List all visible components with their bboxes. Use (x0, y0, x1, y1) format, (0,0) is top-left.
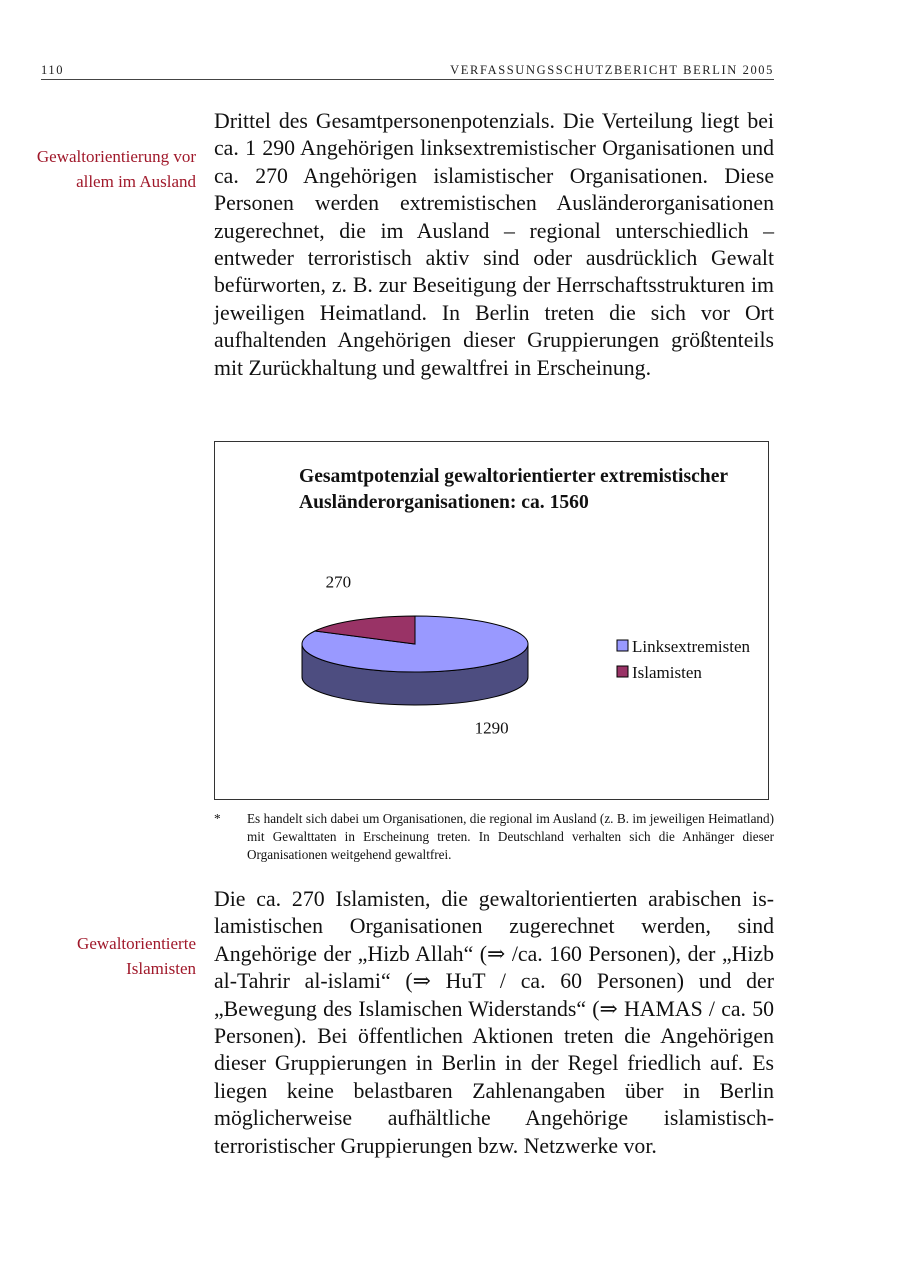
footnote (214, 810, 774, 864)
page-number: 110 (41, 63, 65, 77)
legend-label-linksextremisten: Linksextremisten (632, 637, 751, 656)
footnote-text: Es handelt sich dabei um Organisationen, die regional im Ausland (z. B. im jeweiligen Heimatland) mit Gewalttaten in Erscheinung treten. In Deutschland verhalten sich die Anhänger dieser Organisationen weitgehend gewaltfrei. (247, 811, 774, 862)
pie-chart (215, 442, 768, 799)
footnote-marker: * (214, 811, 221, 826)
legend (617, 637, 751, 682)
margin-note-islamists: Gewaltorientierte Islamisten (77, 934, 196, 978)
pie-chart-box (214, 441, 769, 800)
paragraph-1: Drittel des Gesamtpersonenpotenzials. Die Verteilung liegt bei ca. 1 290 Angehörigen linksextremistischer Organisationen und ca. 270 Angehörigen islamistischer Organisationen. Diese Personen werden extremistischen Ausländerorganisationen zugerechnet, die im Ausland – regional unterschiedlich – entweder terroristisch aktiv sind oder ausdrücklich Gewalt befürworten, z. B. zur Beseitigung der Herrschaftsstrukturen im jeweiligen Heimatland. In Berlin treten die sich vor Ort aufhaltenden Angehörigen dieser Gruppierungen größtenteils mit Zurückhaltung und gewaltfrei in Erscheinung. (214, 109, 774, 380)
legend-label-islamisten: Islamisten (632, 663, 702, 682)
paragraph-2: Die ca. 270 Islamisten, die gewaltorientierten arabischen islamistischen Organisationen zugerechnet werden, sind Angehörige der „Hizb Allah“ (⇒ /ca. 160 Personen), der „Hizb al-Tahrir al-islami“ (⇒ HuT / ca. 60 Personen) und der „Bewegung des Islamischen Widerstands“ (⇒ HAMAS / ca. 50 Personen). Bei öffentlichen Aktionen treten die Angehörigen dieser Gruppierungen in Berlin in der Regel friedlich auf. Es liegen keine belastbaren Zahlenangaben über in Berlin möglicherweise aufhältliche Angehörige islamistisch-terroristischer Gruppierungen bzw. Netzwerke vor. (214, 887, 774, 1158)
running-title: VERFASSUNGSSCHUTZBERICHT BERLIN 2005 (450, 63, 774, 77)
running-header (41, 62, 774, 80)
chart-title: Gesamtpotenzial gewaltorientierter extremistischer Ausländerorganisationen: ca. 1560 (299, 466, 728, 513)
data-label-linksextremisten: 1290 (474, 718, 509, 738)
data-label-islamisten: 270 (325, 572, 352, 592)
margin-note-violence-abroad: Gewaltorientierung vor allem im Ausland (36, 147, 196, 191)
legend-swatch-linksextremisten (617, 640, 628, 651)
legend-swatch-islamisten (617, 666, 628, 677)
